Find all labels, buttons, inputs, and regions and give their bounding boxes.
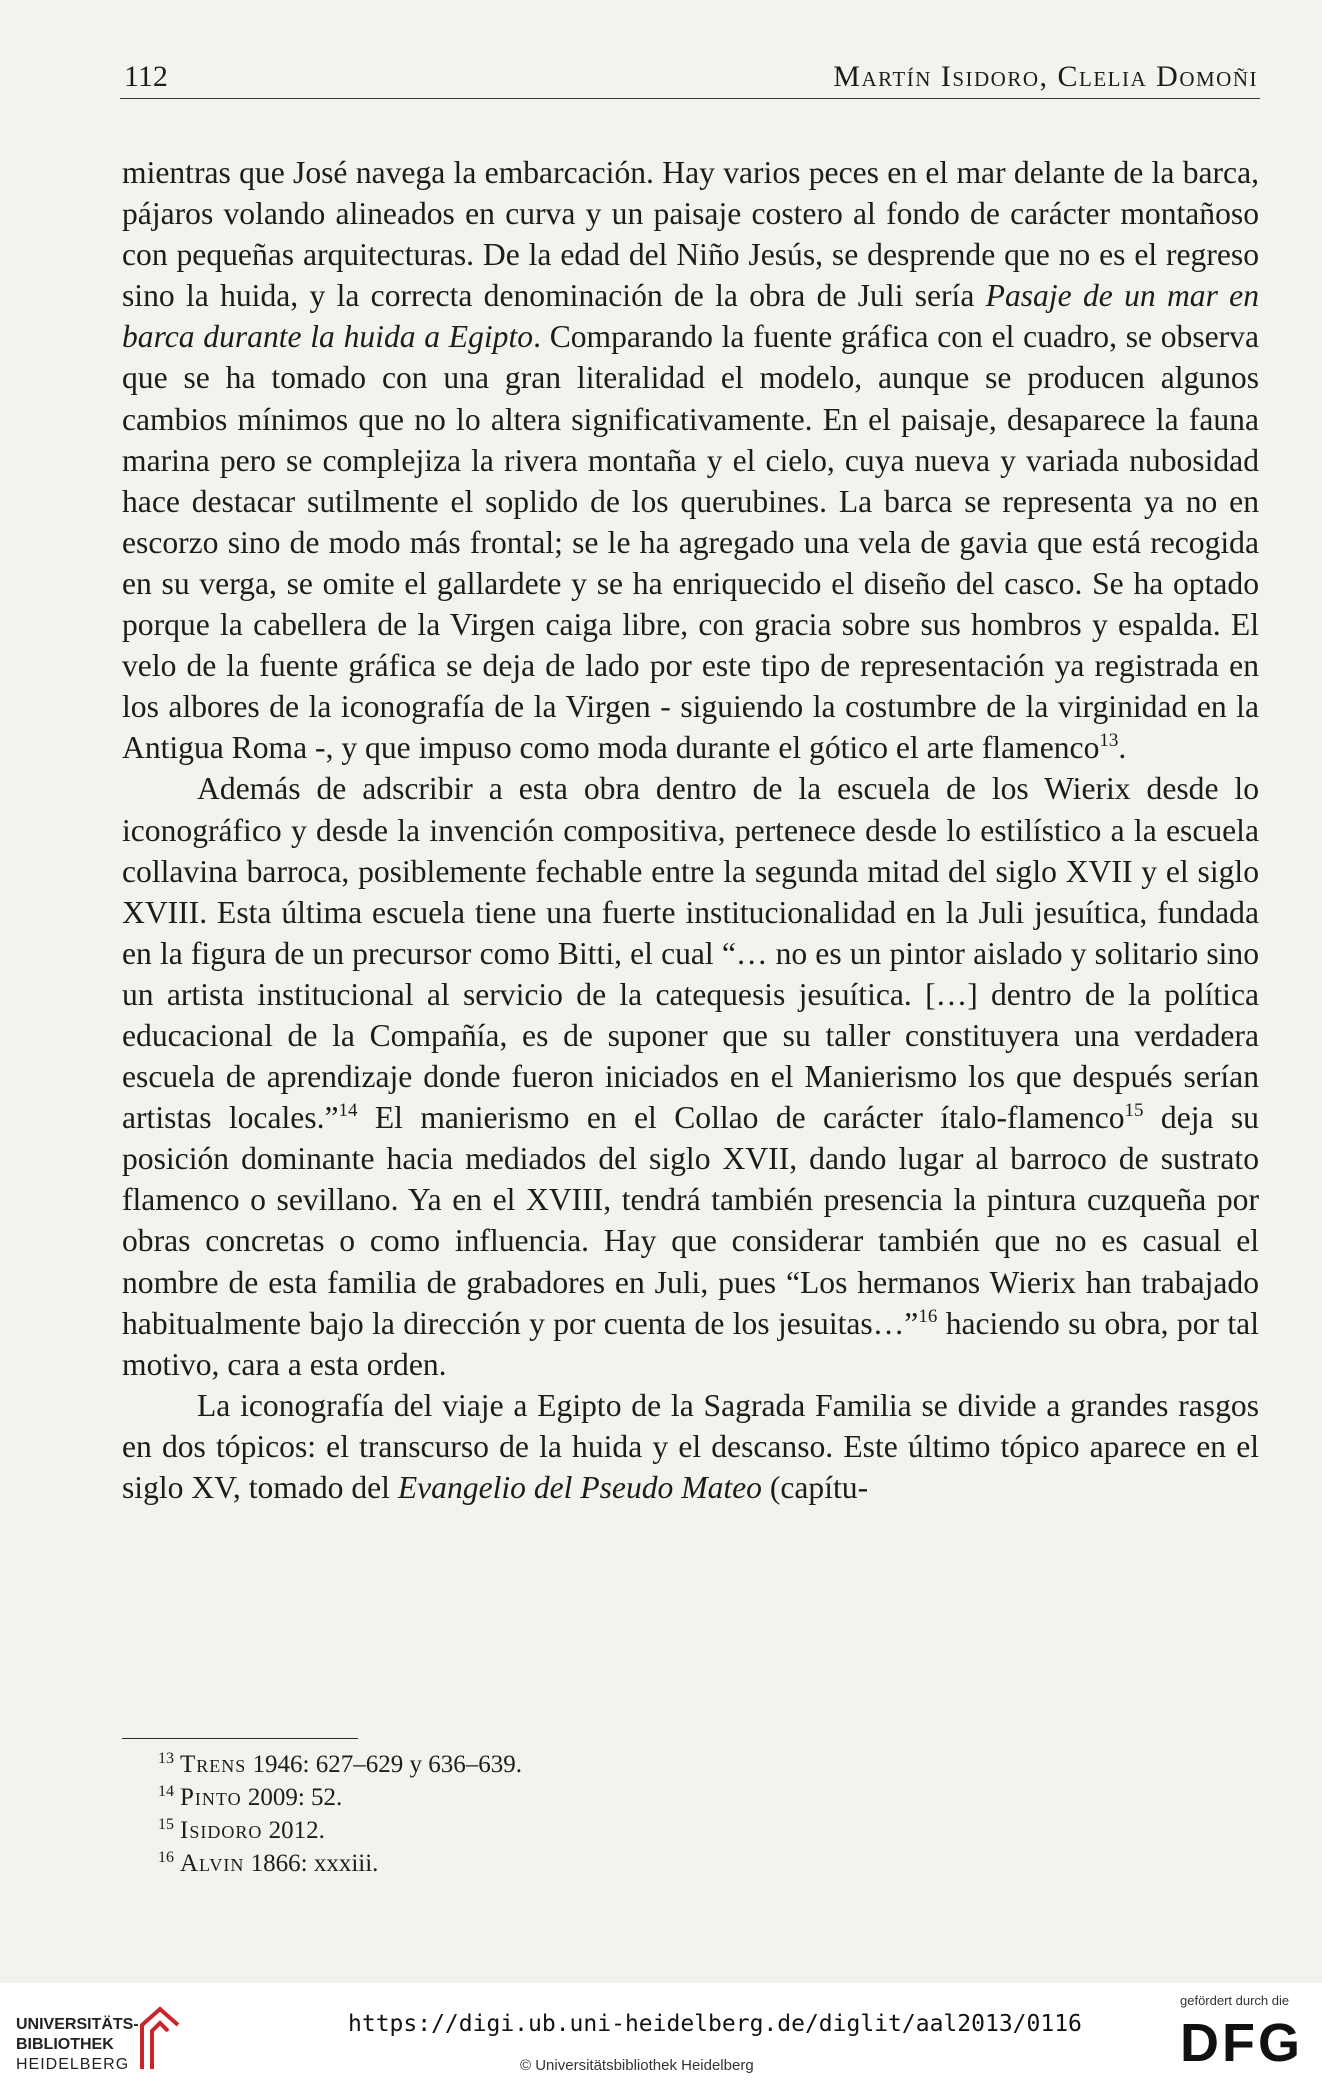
paragraph-text: El manierismo en el Collao de carácter ítalo-flamenco xyxy=(357,1100,1125,1136)
footnote-citation: 2009: 52. xyxy=(241,1784,343,1811)
page-header xyxy=(120,56,1260,99)
paragraph-text: (capítu- xyxy=(761,1470,869,1505)
footnote-citation: 2012. xyxy=(262,1817,325,1844)
footnote-author: Isidoro xyxy=(180,1817,263,1844)
funder-caption: gefördert durch die xyxy=(1180,1993,1290,2008)
footnote-number: 13 xyxy=(158,1750,174,1767)
paragraph-text: deja su posición dominante hacia mediados del siglo XVII, dando lugar al barroco de sustrato flamenco o sevillano. Ya en el XVIII, tendrá también presencia la pintura cuzqueña por obras concretas o como influencia. Hay que considerar también que no es casual el nombre de esta familia de grabadores en Juli, pues “Los hermanos Wierix han trabajado habitualmente bajo la dirección y por cuenta de los jesuitas…” xyxy=(122,1100,1259,1341)
library-name-line: HEIDELBERG xyxy=(16,2056,130,2073)
running-head-authors: Martín Isidoro, Clelia Domoñi xyxy=(833,60,1258,93)
paragraph-3 xyxy=(122,1385,1259,1508)
paragraph-text: Además de adscribir a esta obra dentro de la escuela de los Wierix desde lo iconográfico y desde la invención compositiva, pertenece desde lo estilístico a la escuela collavina barroca, posiblemente fechable entre la segunda mitad del siglo XVII y el siglo XVIII. Esta última escuela tiene una fuerte institucionalidad en la Juli jesuítica, fundada en la figura de un precursor como Bitti, el cual “… no es un pintor aislado y solitario sino un artista institucional al servicio de la catequesis jesuítica. […] dentro de la política educacional de la Compañía, es de suponer que su taller constituyera una verdadera escuela de aprendizaje donde fueron iniciados en el Manierismo los que después serían artistas locales.” xyxy=(122,771,1259,1136)
footnote-15 xyxy=(158,1814,522,1847)
permalink-url[interactable]: https://digi.ub.uni-heidelberg.de/diglit/aal2013/0116 xyxy=(348,2011,1082,2037)
footnote-14 xyxy=(158,1781,522,1814)
footnote-ref[interactable]: 13 xyxy=(1099,730,1119,752)
library-logo[interactable] xyxy=(16,2015,139,2075)
footnote-author: Trens xyxy=(180,1751,247,1778)
footnote-ref[interactable]: 15 xyxy=(1124,1100,1144,1122)
paragraph-text: . xyxy=(1118,730,1127,766)
library-emblem-icon xyxy=(136,2003,184,2073)
paragraph-2 xyxy=(122,768,1259,1384)
footnote-number: 15 xyxy=(158,1816,174,1833)
paragraph-text: mientras que José navega la embarcación. Hay varios peces en el mar delante de la barca, pájaros volando alineados en curva y un paisaje costero al fondo de carácter montañoso con pequeñas arquitecturas. De la edad del Niño Jesús, se desprende que no es el regreso sino la huida, y la correcta denominación de la obra de Juli sería xyxy=(122,155,1259,314)
footnote-number: 14 xyxy=(158,1783,174,1800)
digitization-footer xyxy=(0,1983,1322,2088)
footnote-16 xyxy=(158,1847,522,1880)
page-number: 112 xyxy=(124,60,168,93)
body-text xyxy=(122,152,1259,1508)
footnotes xyxy=(158,1748,522,1880)
footnote-number: 16 xyxy=(158,1849,174,1866)
artwork-title: Pasaje de un mar en barca durante la huida a Egipto xyxy=(122,278,1259,355)
footnote-citation: 1946: 627–629 y 636–639. xyxy=(246,1751,522,1778)
footnote-divider xyxy=(122,1738,358,1739)
paragraph-1 xyxy=(122,152,1259,768)
library-name-line: BIBLIOTHEK xyxy=(16,2036,114,2053)
paragraph-text: haciendo su obra, por tal motivo, cara a esta orden. xyxy=(122,1305,1259,1382)
footnote-author: Pinto xyxy=(180,1784,242,1811)
footnote-ref[interactable]: 14 xyxy=(338,1100,358,1122)
library-name-line: UNIVERSITÄTS- xyxy=(16,2016,139,2033)
footnote-ref[interactable]: 16 xyxy=(918,1305,938,1327)
paragraph-text: . Comparando la fuente gráfica con el cuadro, se observa que se ha tomado con una gran literalidad el modelo, aunque se producen algunos cambios mínimos que no lo altera significativamente. En el paisaje, desaparece la fauna marina pero se complejiza la rivera montaña y el cielo, cuya nueva y variada nubosidad hace destacar sutilmente el soplido de los querubines. La barca se representa ya no en escorzo sino de modo más frontal; se le ha agregado una vela de gavia que está recogida en su verga, se omite el gallardete y se ha enriquecido el diseño del casco. Se ha optado porque la cabellera de la Virgen caiga libre, con gracia sobre sus hombros y espalda. El velo de la fuente gráfica se deja de lado por este tipo de representación ya registrada en los albores de la iconografía de la Virgen - siguiendo la costumbre de la virginidad en la Antigua Roma -, y que impuso como moda durante el gótico el arte flamenco xyxy=(122,319,1259,766)
source-title: Evangelio del Pseudo Mateo xyxy=(397,1470,762,1505)
footnote-13 xyxy=(158,1748,522,1781)
dfg-logo[interactable]: DFG xyxy=(1180,2013,1303,2073)
copyright-notice: © Universitätsbibliothek Heidelberg xyxy=(520,2057,754,2074)
footnote-author: Alvin xyxy=(180,1850,245,1877)
paragraph-text: La iconografía del viaje a Egipto de la Sagrada Familia se divide a grandes rasgos en dos tópicos: el transcurso de la huida y el descanso. Este último tópico aparece en el siglo XV, tomado del xyxy=(122,1387,1259,1505)
footnote-citation: 1866: xxxiii. xyxy=(244,1850,379,1877)
